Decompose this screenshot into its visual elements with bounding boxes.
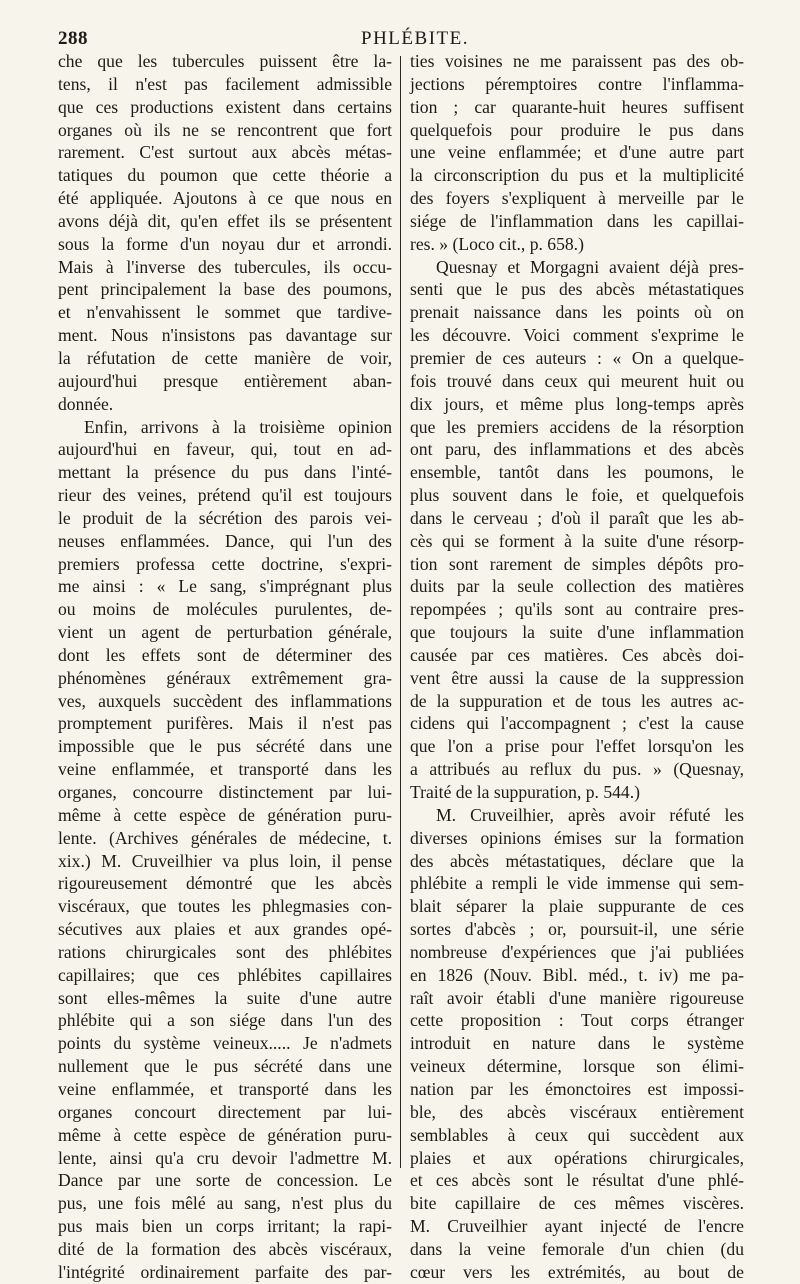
text-line: ment. Nous n'insistons pas davantage sur: [58, 325, 392, 346]
text-line: capillaires; que ces phlébites capillaires: [58, 964, 392, 985]
text-line: pus mais bien un corps irritant; la rapi-: [58, 1216, 392, 1237]
text-line: une veine enflammée; et d'une autre part: [410, 142, 744, 163]
text-line: dans la veine femorale d'un chien (du: [410, 1238, 744, 1259]
text-line: Quesnay et Morgagni avaient déjà pres-: [436, 256, 744, 277]
text-line: siége de l'inflammation dans les capillai-: [410, 210, 744, 231]
text-line: xix.) M. Cruveilhier va plus loin, il pense: [58, 850, 392, 871]
text-line: veine enflammée, et transporté dans les: [58, 759, 392, 780]
text-line: organes où ils ne se rencontrent que fort: [58, 119, 392, 140]
text-line: quelquefois pour produire le pus dans: [410, 119, 744, 140]
text-line: prenait naissance dans les points où on: [410, 302, 744, 323]
text-line: dix jours, et même plus long-temps après: [410, 393, 744, 414]
text-line: tatiques du poumon que cette théorie a: [58, 165, 392, 186]
text-line: des foyers s'expliquent à merveille par le: [410, 188, 744, 209]
text-line: impossible que le pus sécrété dans une: [58, 736, 392, 757]
text-line: nation par les émonctoires est impossi-: [410, 1078, 744, 1099]
text-line: en 1826 (Nouv. Bibl. méd., t. iv) me pa-: [410, 964, 744, 985]
text-line: organes concourt directement par lui-: [58, 1101, 392, 1122]
text-line: tens, il n'est pas facilement admissible: [58, 73, 392, 94]
text-line: nombreuse d'expériences que j'ai publiées: [410, 941, 744, 962]
text-line: Dance par une sorte de concession. Le: [58, 1170, 392, 1191]
text-line: dont les effets sont de déterminer des: [58, 644, 392, 665]
left-text-column: [58, 50, 392, 1282]
text-line: donnée.: [58, 393, 114, 414]
text-line: a attribués au reflux du pus. » (Quesnay,: [410, 759, 744, 780]
text-line: et n'envahissent le sommet que tardive-: [58, 302, 392, 323]
text-line: lente. (Archives générales de médecine, t.: [58, 827, 392, 848]
text-line: bite capillaire de ces mêmes viscères.: [410, 1193, 744, 1214]
text-line: tion ; car quarante-huit heures suffisent: [410, 96, 744, 117]
running-title: PHLÉBITE.: [361, 28, 469, 49]
text-line: que l'on a prise pour l'effet lorsqu'on les: [410, 736, 744, 757]
text-line: aujourd'hui en faveur, qui, tout en ad-: [58, 439, 392, 460]
text-line: rigoureusement démontré que les abcès: [58, 873, 392, 894]
text-line: lente, ainsi qu'a cru devoir l'admettre M.: [58, 1147, 392, 1168]
text-line: dans le cerveau ; d'où il paraît que les ab-: [410, 507, 744, 528]
text-line: senti que le pus des abcès métastatiques: [410, 279, 744, 300]
text-line: vient un agent de perturbation générale,: [58, 622, 392, 643]
text-line: la réfutation de cette manière de voir,: [58, 347, 392, 368]
text-line: pent principalement la base des poumons,: [58, 279, 392, 300]
text-line: tion sont rarement de simples dépôts pro-: [410, 553, 744, 574]
text-line: sécutives aux plaies et aux grandes opé-: [58, 919, 392, 940]
text-line: ves, auxquels succèdent des inflammations: [58, 690, 392, 711]
text-line: et ces abcès sont le résultat d'une phlé-: [410, 1170, 744, 1191]
text-line: cœur vers les extrémités, au bout de: [410, 1261, 744, 1282]
text-line: des abcès métastatiques, déclare que la: [410, 850, 744, 871]
text-line: phlébite a rempli le vide immense qui sem-: [410, 873, 744, 894]
text-line: pus, une fois mêlé au sang, n'est plus du: [58, 1193, 392, 1214]
text-line: de la suppuration et de tous les autres ac-: [410, 690, 744, 711]
text-line: veineux détermine, lorsque son élimi-: [410, 1056, 744, 1077]
text-line: repompées ; qu'ils sont au contraire pres-: [410, 599, 744, 620]
text-line: vent être aussi la cause de la suppression: [410, 667, 744, 688]
text-line: la circonscription du pus et la multiplicité: [410, 165, 744, 186]
text-line: Mais à l'inverse des tubercules, ils occu-: [58, 256, 392, 277]
text-line: me ainsi : « Le sang, s'imprégnant plus: [58, 576, 392, 597]
text-line: causée par ces matières. Ces abcès doi-: [410, 644, 744, 665]
text-line: Enfin, arrivons à la troisième opinion: [84, 416, 392, 437]
text-line: che que les tubercules puissent être la-: [58, 51, 392, 71]
text-line: que ces productions existent dans certains: [58, 96, 392, 117]
text-line: plus souvent dans le foie, et quelquefois: [410, 485, 744, 506]
text-line: cette proposition : Tout corps étranger: [410, 1010, 744, 1031]
text-line: phénomènes généraux extrêmement gra-: [58, 667, 392, 688]
text-line: blait séparer la plaie suppurante de ces: [410, 896, 744, 917]
text-line: Traité de la suppuration, p. 544.): [410, 782, 640, 802]
page-number: 288: [58, 28, 88, 49]
text-line: cès qui se forment à la suite d'une résorp-: [410, 530, 744, 551]
text-line: les découvre. Voici comment s'exprime le: [410, 325, 744, 346]
text-line: ou moins de molécules purulentes, de-: [58, 599, 392, 620]
text-line: ont paru, des inflammations et des abcès: [410, 439, 744, 460]
text-line: que toujours la suite d'une inflammation: [410, 622, 744, 643]
text-line: points du système veineux..... Je n'admets: [58, 1033, 392, 1054]
right-text-column: [410, 50, 744, 1282]
text-line: phlébite qui a son siége dans l'un des: [58, 1010, 392, 1031]
text-line: duits par la seule collection des matières: [410, 576, 744, 597]
text-line: semblables à ceux qui succèdent aux: [410, 1124, 744, 1145]
text-line: ties voisines ne me paraissent pas des ob-: [410, 51, 744, 71]
text-line: même à cette espèce de génération puru-: [58, 804, 392, 825]
text-line: ble, des abcès viscéraux entièrement: [410, 1101, 744, 1122]
column-divider: [400, 56, 401, 1168]
text-line: rarement. C'est surtout aux abcès métas-: [58, 142, 392, 163]
text-line: res. » (Loco cit., p. 658.): [410, 233, 584, 254]
text-line: mettant la présence du pus dans l'inté-: [58, 462, 392, 483]
text-line: raît avoir établi d'une manière rigoureuse: [410, 987, 744, 1008]
text-line: premiers professa cette doctrine, s'expri-: [58, 553, 392, 574]
text-line: promptement purifères. Mais il n'est pas: [58, 713, 392, 734]
text-line: sont elles-mêmes la suite d'une autre: [58, 987, 392, 1008]
text-line: été appliquée. Ajoutons à ce que nous en: [58, 188, 392, 209]
text-line: M. Cruveilhier ayant injecté de l'encre: [410, 1216, 744, 1237]
text-line: veine enflammée, et transporté dans les: [58, 1078, 392, 1099]
text-line: jections péremptoires contre l'inflamma-: [410, 73, 744, 94]
text-line: l'intégrité ordinairement parfaite des par-: [58, 1261, 392, 1282]
text-line: le produit de la sécrétion des parois vei-: [58, 507, 392, 528]
text-line: viscéraux, que toutes les phlegmasies con-: [58, 896, 392, 917]
text-line: même à cette espèce de génération puru-: [58, 1124, 392, 1145]
text-line: aujourd'hui presque entièrement aban-: [58, 370, 392, 391]
text-line: ensemble, tantôt dans les poumons, le: [410, 462, 744, 483]
text-line: avons déjà dit, qu'en effet ils se présentent: [58, 210, 392, 231]
text-line: premier de ces auteurs : « On a quelque-: [410, 347, 744, 368]
text-line: M. Cruveilhier, après avoir réfuté les: [436, 804, 744, 825]
text-line: rieur des veines, prétend qu'il est toujours: [58, 485, 392, 506]
text-line: dité de la formation des abcès viscéraux,: [58, 1238, 392, 1259]
text-line: que les premiers accidens de la résorption: [410, 416, 744, 437]
text-line: rations chirurgicales sont des phlébites: [58, 941, 392, 962]
text-line: neuses enflammées. Dance, qui l'un des: [58, 530, 392, 551]
text-line: nullement que le pus sécrété dans une: [58, 1056, 392, 1077]
text-line: introduit en nature dans le système: [410, 1033, 744, 1054]
text-line: plaies et aux opérations chirurgicales,: [410, 1147, 744, 1168]
text-line: sortes d'abcès ; or, poursuit-il, une série: [410, 919, 744, 940]
text-line: sous la forme d'un noyau dur et arrondi.: [58, 233, 392, 254]
text-line: fois trouvé dans ceux qui meurent huit ou: [410, 370, 744, 391]
text-line: organes, concourre distinctement par lui-: [58, 782, 392, 802]
text-line: diverses opinions émises sur la formation: [410, 827, 744, 848]
text-line: cidens qui l'accompagnent ; c'est la cause: [410, 713, 744, 734]
